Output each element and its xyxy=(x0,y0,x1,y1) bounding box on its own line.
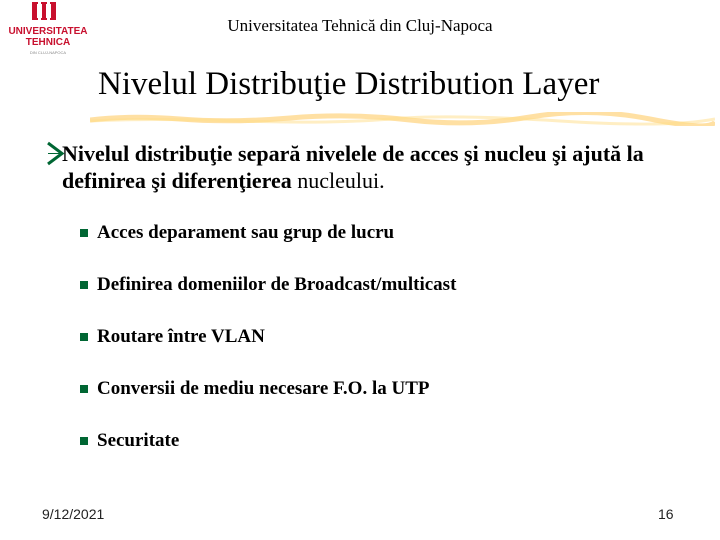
sub-bullet-text: Securitate xyxy=(97,430,180,451)
footer-date: 9/12/2021 xyxy=(42,506,105,522)
list-item xyxy=(80,326,456,378)
list-item xyxy=(80,430,456,482)
slide-title: Nivelul Distribuţie Distribution Layer xyxy=(98,66,600,102)
sub-bullet-text: Acces deparament sau grup de lucru xyxy=(97,222,395,243)
sub-bullet-text: Routare între VLAN xyxy=(97,326,265,347)
main-bullet xyxy=(38,140,718,194)
institution-header: Universitatea Tehnică din Cluj-Napoca xyxy=(227,16,493,35)
square-bullet-icon xyxy=(80,333,88,341)
main-bullet-bold: Nivelul distribuţie separă nivelele de acces şi nucleu şi ajută la definirea şi diferenţierea xyxy=(62,141,644,193)
list-item xyxy=(80,378,456,430)
sub-bullet-text: Definirea domeniilor de Broadcast/multicast xyxy=(97,274,457,295)
title-underline xyxy=(90,112,715,126)
list-item xyxy=(80,222,456,274)
list-item xyxy=(80,274,456,326)
square-bullet-icon xyxy=(80,437,88,445)
logo-line2: TEHNICA xyxy=(25,37,71,48)
logo-line1: UNIVERSITATEA xyxy=(8,26,88,37)
arrow-bullet-icon xyxy=(46,140,68,167)
logo-line3: DIN CLUJ-NAPOCA xyxy=(29,50,67,55)
page-number: 16 xyxy=(658,506,674,522)
square-bullet-icon xyxy=(80,281,88,289)
square-bullet-icon xyxy=(80,229,88,237)
main-bullet-text xyxy=(62,140,718,194)
sub-bullet-list xyxy=(80,222,456,482)
sub-bullet-text: Conversii de mediu necesare F.O. la UTP xyxy=(97,378,430,399)
main-bullet-normal: nucleului. xyxy=(291,168,385,193)
square-bullet-icon xyxy=(80,385,88,393)
